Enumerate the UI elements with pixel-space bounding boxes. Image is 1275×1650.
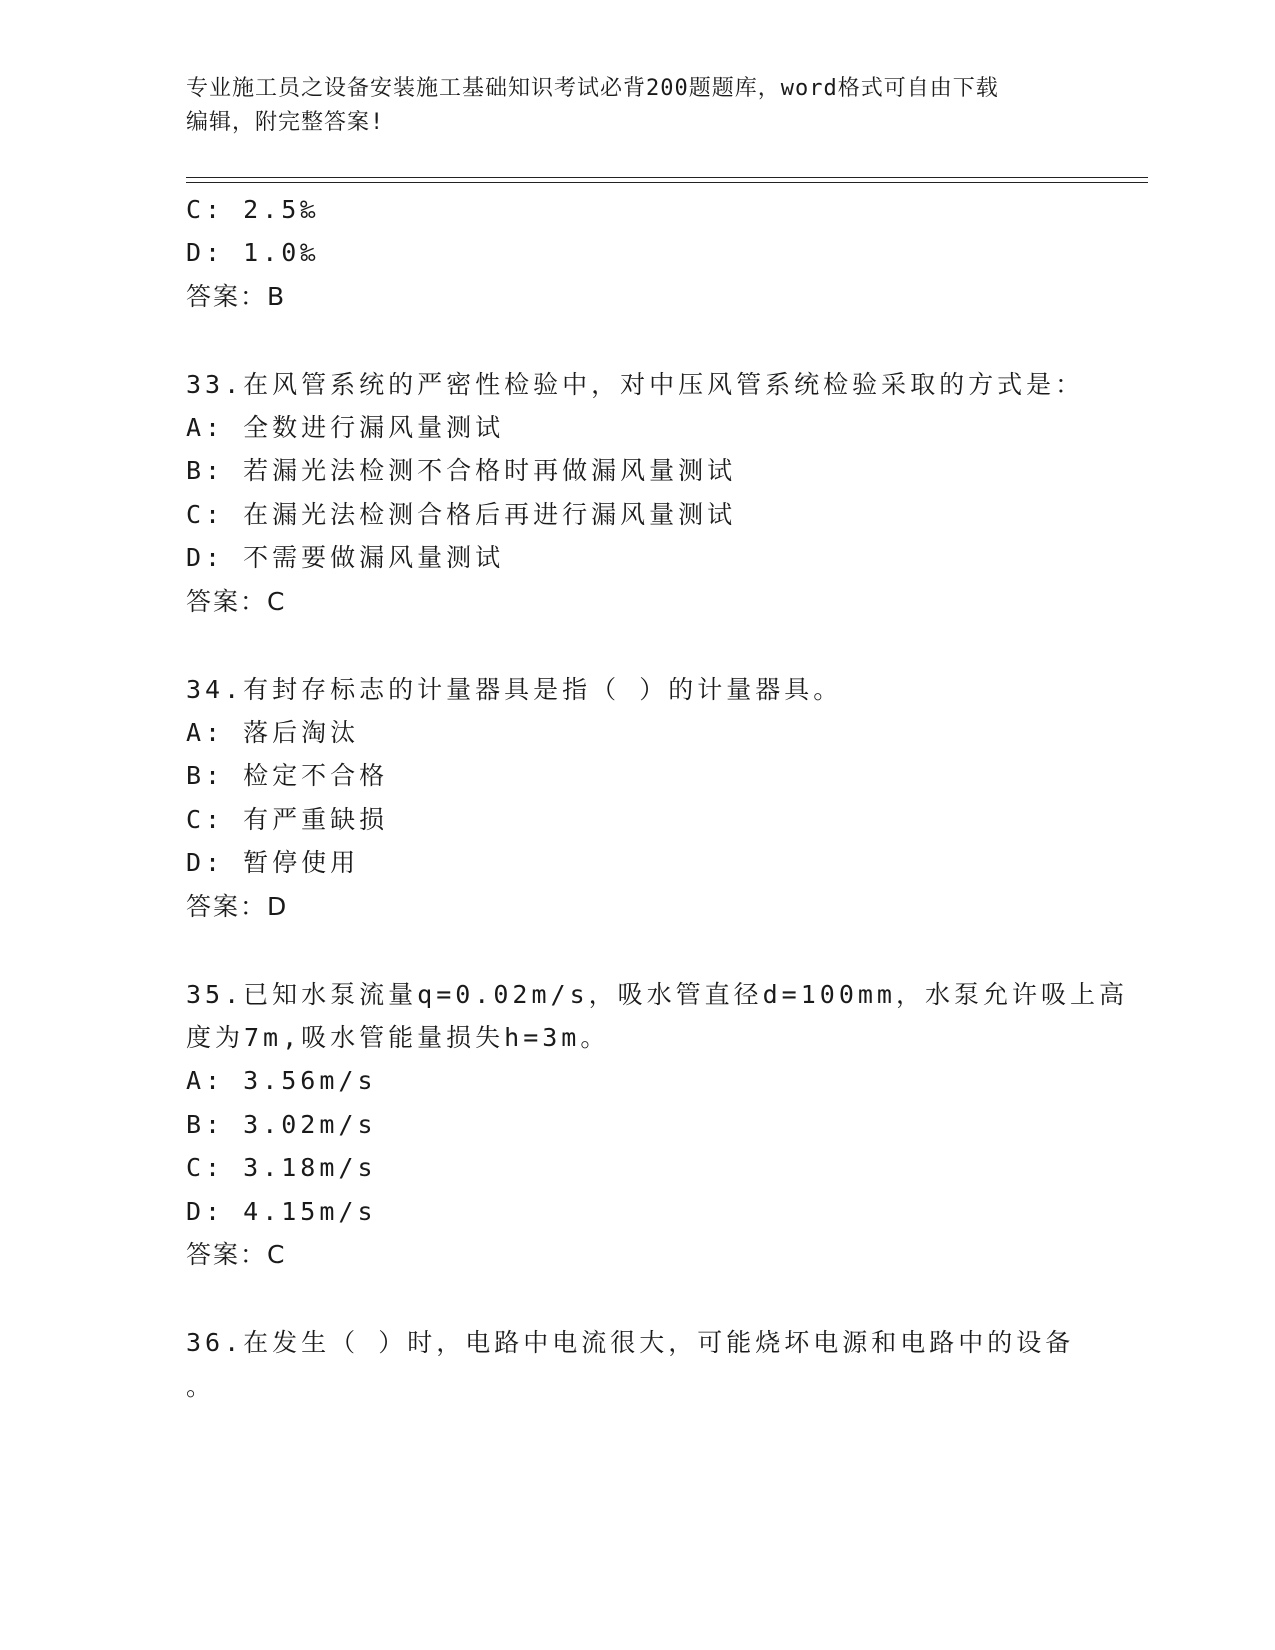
q33-option-c: C: 在漏光法检测合格后再进行漏风量测试 <box>186 500 737 529</box>
header-title-line-2: 编辑，附完整答案! <box>186 110 385 135</box>
q35-question-line-1: 35.已知水泵流量q=0.02m/s，吸水管直径d=100mm，水泵允许吸上高 <box>186 980 1128 1009</box>
q34-option-c: C: 有严重缺损 <box>186 805 389 834</box>
q32-option-d: D: 1.0‰ <box>186 238 320 267</box>
q33-answer: 答案：C <box>186 587 287 616</box>
q32-option-c: C: 2.5‰ <box>186 195 320 224</box>
q33-question: 33.在风管系统的严密性检验中，对中压风管系统检验采取的方式是： <box>186 370 1085 399</box>
q33-option-a: A: 全数进行漏风量测试 <box>186 413 505 442</box>
q35-option-a: A: 3.56m/s <box>186 1066 377 1095</box>
q33-option-d: D: 不需要做漏风量测试 <box>186 543 505 572</box>
q35-question-line-2: 度为7m,吸水管能量损失h=3m。 <box>186 1023 610 1052</box>
q34-option-b: B: 检定不合格 <box>186 761 389 790</box>
q36-question-line-1: 36.在发生（ ）时，电路中电流很大，可能烧坏电源和电路中的设备 <box>186 1328 1075 1357</box>
q35-answer: 答案：C <box>186 1240 287 1269</box>
header-divider-top <box>186 177 1148 178</box>
q32-answer: 答案：B <box>186 282 287 311</box>
q35-option-d: D: 4.15m/s <box>186 1197 377 1226</box>
q33-option-b: B: 若漏光法检测不合格时再做漏风量测试 <box>186 456 737 485</box>
q34-option-d: D: 暂停使用 <box>186 848 360 877</box>
header-title-line-1: 专业施工员之设备安装施工基础知识考试必背200题题库，word格式可自由下载 <box>186 76 999 101</box>
q34-question: 34.有封存标志的计量器具是指（ ）的计量器具。 <box>186 675 843 704</box>
q35-option-b: B: 3.02m/s <box>186 1110 377 1139</box>
q35-option-c: C: 3.18m/s <box>186 1153 377 1182</box>
header-divider-bottom <box>186 182 1148 183</box>
document-header <box>186 72 1086 140</box>
q36-question-line-2: 。 <box>186 1372 216 1401</box>
q34-option-a: A: 落后淘汰 <box>186 718 360 747</box>
q34-answer: 答案：D <box>186 892 289 921</box>
